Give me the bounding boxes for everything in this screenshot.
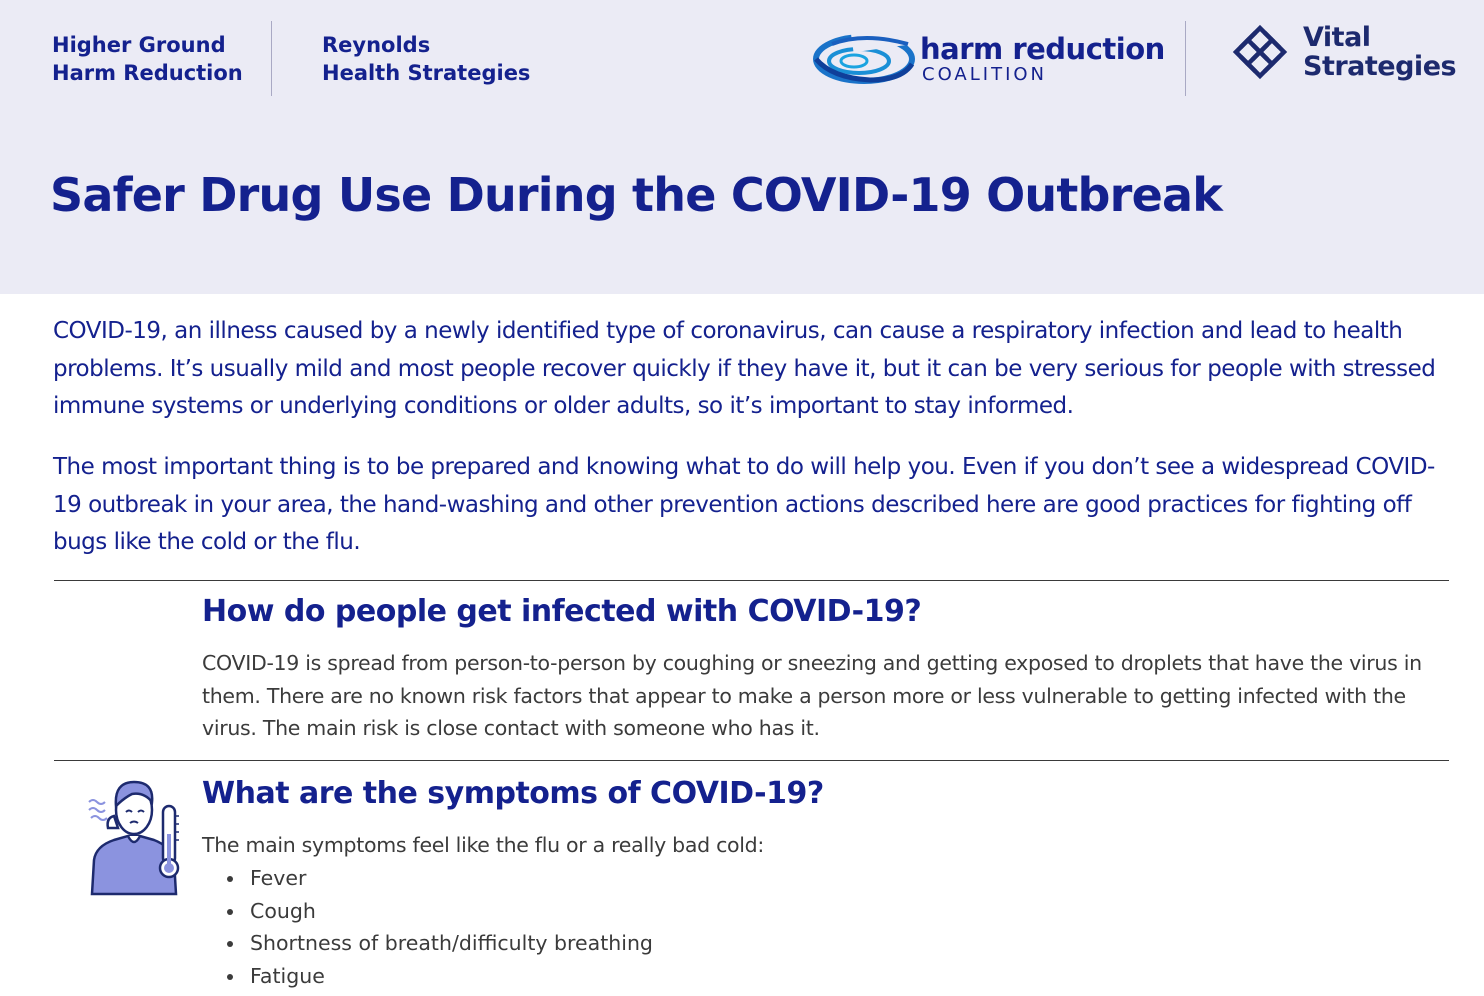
vs-logo-line: Vital [1303, 22, 1371, 53]
hrc-logo-subtitle: COALITION [922, 64, 1048, 85]
intro-paragraph: COVID-19, an illness caused by a newly identified type of coronavirus, can cause a respiratory infection and lead to health problems. It’s usually mild and most people recover quickly if they have it, but it can be very serious for people with stressed immune systems or underlying conditions or older adults, so it’s important to stay informed. [53, 318, 1436, 419]
list-item: Cough [224, 895, 653, 928]
vital-strategies-logo [1226, 18, 1466, 88]
org-name-line: Harm Reduction [52, 61, 243, 85]
org-higher-ground [52, 31, 243, 87]
list-item: Fever [224, 862, 653, 895]
sick-person-thermometer-icon [84, 776, 184, 900]
org-name-line: Higher Ground [52, 33, 226, 57]
lattice-logo-icon [1226, 18, 1294, 86]
harm-reduction-coalition-logo [812, 30, 1165, 86]
header-divider [271, 21, 272, 96]
org-reynolds [322, 31, 530, 87]
page-title: Safer Drug Use During the COVID-19 Outbreak [50, 168, 1222, 222]
section-divider [54, 760, 1449, 761]
symptom-list [224, 862, 653, 992]
section-divider [54, 580, 1449, 581]
section-heading-infection: How do people get infected with COVID-19? [202, 594, 922, 629]
list-item: Fatigue [224, 960, 653, 993]
org-name-line: Health Strategies [322, 61, 531, 85]
section-body-symptoms: The main symptoms feel like the flu or a really bad cold: [202, 833, 765, 857]
vs-logo-name [1303, 23, 1456, 81]
header-divider [1185, 21, 1186, 96]
section-body-infection: COVID-19 is spread from person-to-person by coughing or sneezing and getting exposed to droplets that have the virus in them. There are no known risk factors that appear to make a person more or less vulnerable to getting infected with the virus. The main risk is close contact with someone who has it. [202, 651, 1422, 740]
page-header [0, 0, 1484, 294]
list-item: Shortness of breath/difficulty breathing [224, 927, 653, 960]
vs-logo-line: Strategies [1303, 51, 1457, 82]
section-heading-symptoms: What are the symptoms of COVID-19? [202, 776, 824, 811]
swirl-logo-icon [812, 30, 916, 86]
intro-paragraph: The most important thing is to be prepared and knowing what to do will help you. Even if you don’t see a widespread COVID-19 outbreak in your area, the hand-washing and other prevention actions described here are good practices for fighting off bugs like the cold or the flu. [53, 454, 1435, 555]
hrc-logo-name: harm reduction [920, 32, 1165, 66]
org-name-line: Reynolds [322, 33, 431, 57]
